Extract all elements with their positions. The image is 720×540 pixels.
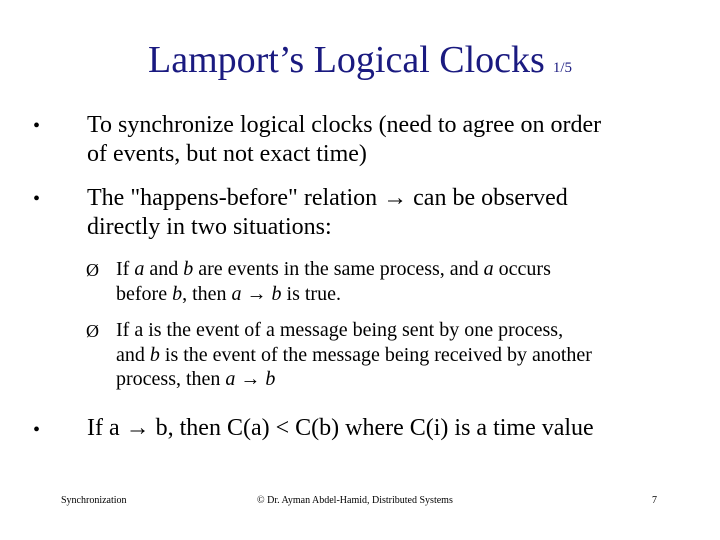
slide-number: 7 [652, 495, 657, 506]
bullet-text: If a → b, then C(a) < C(b) where C(i) is a time value [87, 415, 594, 441]
bullet-text [87, 111, 601, 169]
subbullet-line: before b, then a → b is true. [116, 282, 341, 305]
bullet-line: directly in two situations: [87, 214, 332, 240]
subbullet-line: If a and b are events in the same process, and a occurs [116, 258, 551, 280]
bullet-line: of events, but not exact time) [87, 141, 367, 167]
slide-title [0, 36, 720, 92]
footer-left: Synchronization [61, 495, 127, 506]
title-page-indicator: 1/5 [552, 60, 572, 76]
subbullet-line: process, then a → b [116, 368, 276, 390]
subbullet-line: and b is the event of the message being received by another [116, 343, 592, 366]
bullet-marker: • [33, 419, 41, 441]
bullet-marker: • [33, 188, 41, 210]
bullet-line: To synchronize logical clocks (need to agree on order [87, 112, 602, 138]
subbullet-arrow-icon: Ø [86, 260, 99, 280]
subbullet-arrow-icon: Ø [86, 321, 99, 341]
bullet-marker: • [33, 115, 41, 137]
subbullet-line: If a is the event of a message being sent by one process, [116, 319, 564, 341]
title-text: Lamport’s Logical Clocks [148, 39, 545, 81]
subbullet-text [116, 257, 551, 306]
bullet-line: The "happens-before" relation → can be observed [87, 185, 568, 211]
subbullet-text [116, 318, 592, 392]
footer-center: © Dr. Ayman Abdel-Hamid, Distributed Systems [257, 495, 453, 506]
bullet-text [87, 184, 568, 242]
